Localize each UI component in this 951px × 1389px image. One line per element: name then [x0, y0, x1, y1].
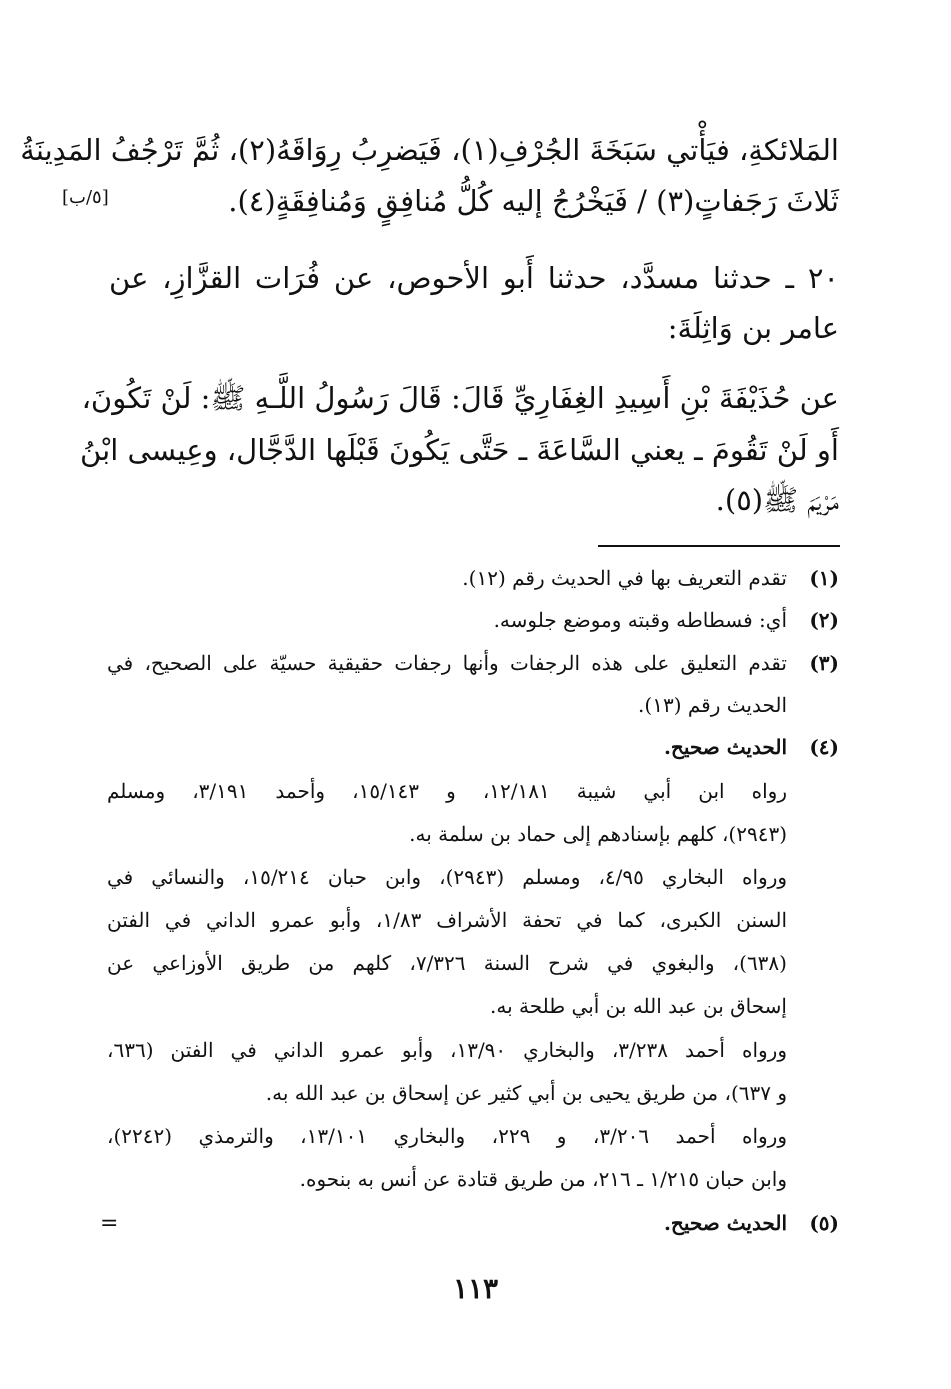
footnote-number-5: (٥): [809, 1211, 839, 1235]
main-text-line-1: المَلائكةِ، فيَأْتي سَبَخَةَ الجُرْفِ(١)، فَيَضرِبُ رِوَاقَهُ(٢)، ثُمَّ تَرْجُفُ المَدِينَةُ: [20, 133, 839, 167]
footnote-4-body-line-10: وابن حبان ١/٢١٥ ـ ٢١٦، من طريق قتادة عن أنس به بنحوه.: [299, 1167, 787, 1191]
footnote-1-line-1: تقدم التعريف بها في الحديث رقم (١٢).: [462, 566, 787, 590]
footnote-number-3: (٣): [809, 651, 839, 675]
main-text-line-6: أَو لَنْ تَقُومَ ـ يعني السَّاعَةَ ـ حَتَّى يَكُونَ قَبْلَها الدَّجَّال، وعِيسى ابْنُ: [80, 433, 839, 467]
continuation-mark: =: [100, 1211, 119, 1236]
footnote-separator: [598, 545, 840, 547]
footnote-number-1: (١): [809, 566, 839, 590]
page-number: ١١٣: [452, 1272, 499, 1305]
footnote-4-body-line-7: ورواه أحمد ٣/٢٣٨، والبخاري ١٣/٩٠، وأبو عمرو الداني في الفتن (٦٣٦،: [107, 1038, 787, 1062]
main-text-line-7: مَرْيَمَ ﷺ(٥).: [715, 483, 839, 517]
footnote-4-body-line-9: ورواه أحمد ٣/٢٠٦، و ٢٢٩، والبخاري ١٣/١٠١، والترمذي (٢٢٤٢)،: [107, 1124, 787, 1148]
footnote-4-body-line-3: ورواه البخاري ٤/٩٥، ومسلم (٢٩٤٣)، وابن حبان ١٥/٢١٤، والنسائي في: [107, 865, 788, 889]
main-text-line-3: ٢٠ ـ حدثنا مسدَّد، حدثنا أَبو الأحوص، عن فُرَات القزَّازِ، عن: [109, 261, 839, 295]
main-text-line-5: عن حُذَيْفَةَ بْنِ أَسِيدِ الغِفَارِيِّ قَالَ: قَالَ رَسُولُ اللَّـهِ ﷺ: لَنْ تَكُونَ،: [81, 381, 839, 415]
main-text-line-4: عامر بن وَاثِلَةَ:: [667, 311, 839, 345]
footnote-4-body-line-6: إسحاق بن عبد الله بن أبي طلحة به.: [490, 994, 787, 1018]
footnote-4-body-line-5: (٦٣٨)، والبغوي في شرح السنة ٧/٣٢٦، كلهم من طريق الأوزاعي عن: [107, 951, 787, 975]
footnote-3-line-1: تقدم التعليق على هذه الرجفات وأنها رجفات حقيقية حسيّة على الصحيح، في: [107, 651, 787, 675]
footnote-4-body-line-2: (٢٩٤٣)، كلهم بإسنادهم إلى حماد بن سلمة به.: [409, 822, 787, 846]
footnote-2-line-1: أي: فسطاطه وقبته وموضع جلوسه.: [493, 608, 787, 632]
footnote-5-heading: الحديث صحيح.: [663, 1211, 787, 1235]
footnote-number-2: (٢): [809, 608, 839, 632]
footnote-3-line-2: الحديث رقم (١٣).: [638, 693, 787, 717]
footnote-number-4: (٤): [809, 735, 839, 759]
folio-marker: [٥/ب]: [62, 187, 109, 208]
main-text-line-2: ثَلاثَ رَجَفاتٍ(٣) / فَيَخْرُجُ إليه كُلُّ مُنافِقٍ وَمُنافِقَةٍ(٤).: [228, 184, 839, 218]
footnote-4-body-line-8: و ٦٣٧)، من طريق يحيى بن أبي كثير عن إسحاق بن عبد الله به.: [265, 1081, 787, 1105]
footnote-4-body-line-4: السنن الكبرى، كما في تحفة الأشراف ١/٨٣، وأبو عمرو الداني في الفتن: [107, 908, 787, 932]
footnote-4-heading: الحديث صحيح.: [663, 735, 787, 759]
footnote-4-body-line-1: رواه ابن أبي شيبة ١٢/١٨١، و ١٥/١٤٣، وأحمد ٣/١٩١، ومسلم: [107, 779, 787, 803]
